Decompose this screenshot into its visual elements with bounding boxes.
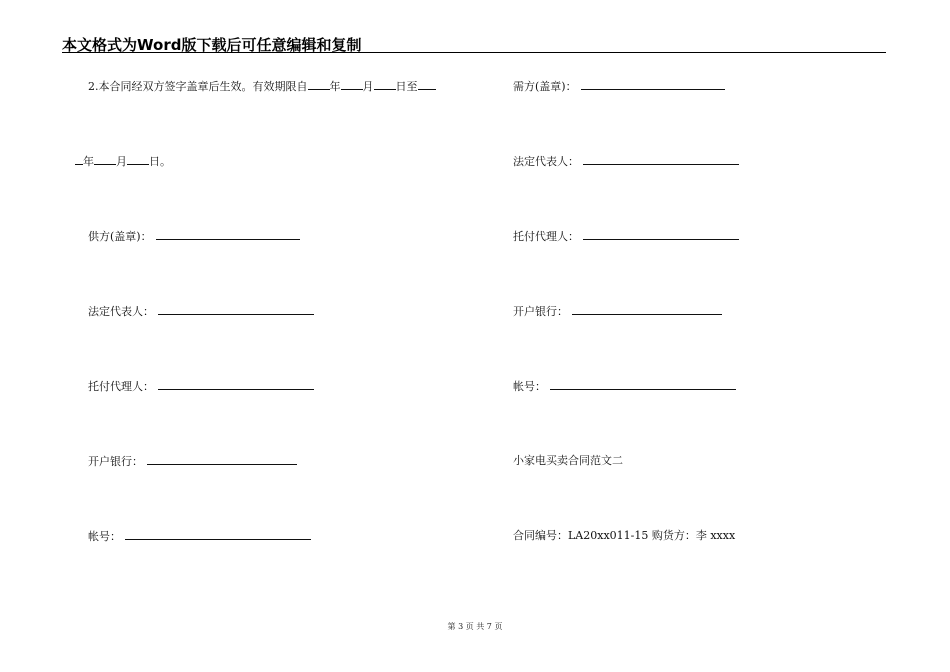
right-agent-field — [513, 229, 739, 244]
header-divider — [62, 52, 886, 53]
buyer-label: 需方(盖章)： — [513, 80, 577, 93]
left-agent-label: 托付代理人： — [88, 380, 154, 393]
right-account-label: 帐号： — [513, 380, 546, 393]
right-bank-label: 开户银行： — [513, 305, 568, 318]
left-account-blank[interactable] — [125, 529, 311, 540]
day-to-label: 日至 — [395, 80, 418, 93]
year-blank[interactable] — [308, 79, 330, 90]
section-title: 小家电买卖合同范文二 — [513, 454, 623, 467]
right-agent-label: 托付代理人： — [513, 230, 579, 243]
header-title: 本文格式为Word版下载后可任意编辑和复制 — [62, 36, 362, 54]
validity-clause-line2 — [75, 154, 171, 169]
year-label-2: 年 — [83, 155, 94, 168]
supplier-seal-field — [88, 229, 300, 244]
left-agent-blank[interactable] — [158, 379, 314, 390]
right-legal-rep-blank[interactable] — [583, 154, 739, 165]
supplier-blank[interactable] — [156, 229, 300, 240]
end-day-blank[interactable] — [127, 154, 149, 165]
left-bank-field — [88, 454, 297, 469]
left-account-label: 帐号： — [88, 530, 121, 543]
right-account-blank[interactable] — [550, 379, 736, 390]
left-legal-rep-field — [88, 304, 314, 319]
contract-number-line: 合同编号：LA20xx011-15 购货方：李 xxxx — [513, 529, 736, 542]
end-month-blank[interactable] — [94, 154, 116, 165]
page-number: 第 3 页 共 7 页 — [447, 622, 503, 631]
validity-text: 2.本合同经双方签字盖章后生效。有效期限自 — [88, 80, 308, 93]
end-year-blank[interactable] — [75, 154, 83, 165]
left-account-field — [88, 529, 311, 544]
left-legal-rep-label: 法定代表人： — [88, 305, 154, 318]
buyer-blank[interactable] — [581, 79, 725, 90]
right-bank-field — [513, 304, 722, 319]
left-bank-blank[interactable] — [147, 454, 297, 465]
right-bank-blank[interactable] — [572, 304, 722, 315]
month-blank[interactable] — [341, 79, 363, 90]
month-label-2: 月 — [116, 155, 127, 168]
month-label: 月 — [362, 80, 374, 93]
supplier-label: 供方(盖章)： — [88, 230, 152, 243]
day-label-2: 日。 — [149, 155, 171, 168]
left-legal-rep-blank[interactable] — [158, 304, 314, 315]
right-legal-rep-field — [513, 154, 739, 169]
day-blank[interactable] — [374, 79, 396, 90]
right-legal-rep-label: 法定代表人： — [513, 155, 579, 168]
right-account-field — [513, 379, 736, 394]
validity-clause-line1 — [88, 79, 436, 94]
right-agent-blank[interactable] — [583, 229, 739, 240]
buyer-seal-field — [513, 79, 725, 94]
left-agent-field — [88, 379, 314, 394]
year-label: 年 — [329, 80, 341, 93]
end-year-blank-start[interactable] — [418, 79, 436, 90]
left-bank-label: 开户银行： — [88, 455, 143, 468]
